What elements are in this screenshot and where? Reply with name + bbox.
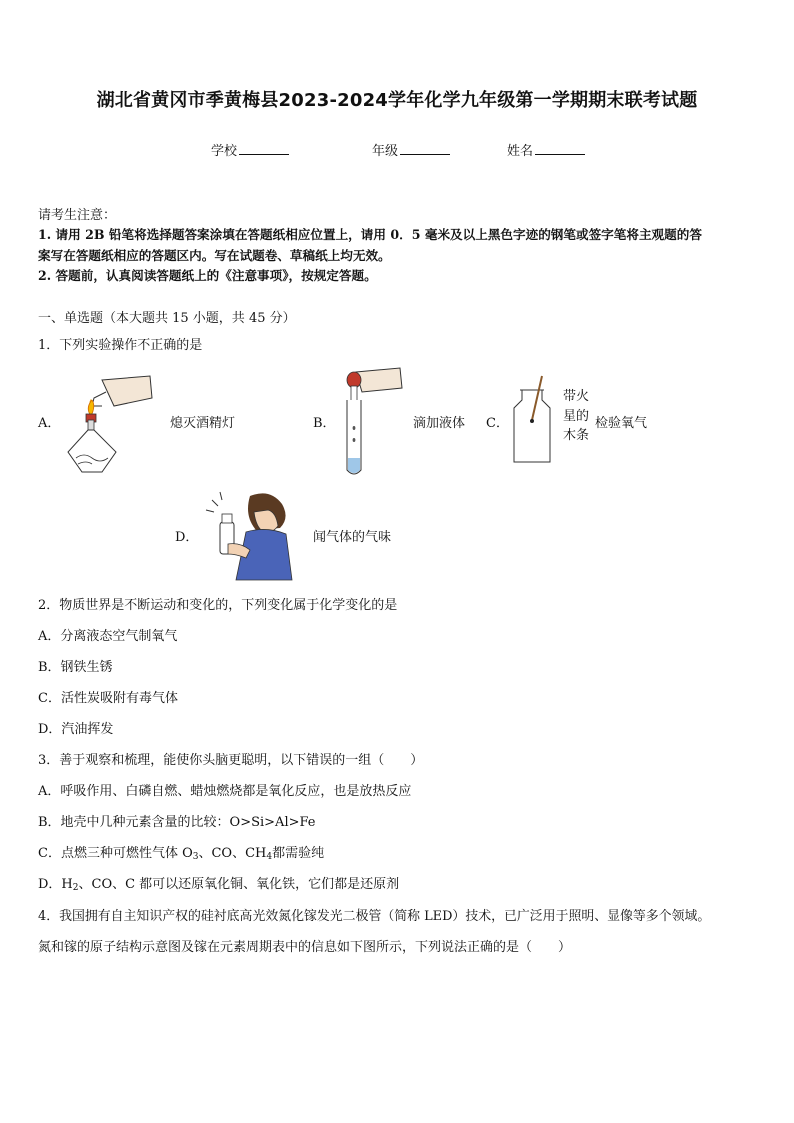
q2-stem: 2．物质世界是不断运动和变化的，下列变化属于化学变化的是: [38, 598, 398, 613]
q1-option-a-caption: 熄灭酒精灯: [170, 416, 236, 431]
q3-option-c-prefix: C．点燃三种可燃性气体 O: [38, 846, 193, 861]
q3-option-b: B．地壳中几种元素含量的比较：O>Si>Al>Fe: [38, 815, 316, 830]
alcohol-lamp-figure: [62, 372, 162, 482]
exam-title: 湖北省黄冈市季黄梅县2023-2024学年化学九年级第一学期期末联考试题: [96, 90, 698, 111]
q3-option-d-sub1: 2: [72, 883, 79, 893]
grade-blank[interactable]: [400, 142, 450, 155]
name-field: [507, 140, 585, 159]
q3-option-c-sub1: 3: [192, 852, 199, 862]
q1-option-d-letter: D．: [175, 530, 199, 545]
notice-heading: 请考生注意：: [38, 208, 117, 223]
notice-line-2: 2. 答题前，认真阅读答题纸上的《注意事项》，按规定答题。: [38, 268, 377, 283]
q1-option-b-letter: B．: [313, 416, 336, 431]
gas-bottle-figure: [510, 374, 556, 464]
splint-label-1: 带火: [563, 389, 590, 404]
q3-option-a: A．呼吸作用、白磷自燃、蜡烛燃烧都是氧化反应，也是放热反应: [38, 784, 412, 799]
notice-line-1b: 案写在答题纸相应的答题区内。写在试题卷、草稿纸上均无效。: [38, 248, 391, 263]
q1-option-a-letter: A．: [38, 416, 61, 431]
q3-option-c-suffix: 都需验纯: [272, 846, 325, 861]
notice-line-1a: 1. 请用 2B 铅笔将选择题答案涂填在答题纸相应位置上，请用 0．5 毫米及以上黑色字迹的钢笔或签字笔将主观题的答: [38, 227, 702, 242]
q1-option-b-caption: 滴加液体: [413, 416, 466, 431]
q2-option-c: C．活性炭吸附有毒气体: [38, 691, 178, 706]
dropper-test-tube-figure: [338, 366, 408, 478]
school-field: [211, 140, 289, 159]
q3-option-c-sub2: 4: [266, 852, 273, 862]
splint-label-2: 星的: [563, 409, 590, 424]
grade-label: 年级: [372, 144, 399, 159]
q1-option-d-caption: 闻气体的气味: [313, 530, 392, 545]
section-heading: 一、单选题（本大题共 15 小题，共 45 分）: [38, 311, 296, 326]
q3-option-d-prefix: D．H: [38, 877, 73, 892]
q1-stem: 1．下列实验操作不正确的是: [38, 338, 203, 353]
smelling-gas-figure: [200, 486, 296, 582]
q1-option-c-letter: C．: [486, 416, 509, 431]
q3-option-d: [38, 873, 399, 893]
school-blank[interactable]: [239, 142, 289, 155]
q4-stem-line-1: 4．我国拥有自主知识产权的硅衬底高光效氮化镓发光二极管（简称 LED）技术，已广泛用于照明、显像等多个领域。: [38, 909, 711, 924]
q4-stem-line-2: 氮和镓的原子结构示意图及镓在元素周期表中的信息如下图所示，下列说法正确的是（ ）: [38, 940, 572, 955]
q2-option-a: A．分离液态空气制氧气: [38, 629, 178, 644]
school-label: 学校: [211, 144, 238, 159]
q3-stem: 3．善于观察和梳理，能使你头脑更聪明，以下错误的一组（ ）: [38, 753, 424, 768]
q3-option-c: [38, 842, 324, 862]
name-blank[interactable]: [535, 142, 585, 155]
q3-option-c-mid: 、CO、CH: [198, 846, 267, 861]
q2-option-b: B．钢铁生锈: [38, 660, 113, 675]
splint-label-3: 木条: [563, 428, 590, 443]
name-label: 姓名: [507, 144, 534, 159]
q3-option-d-suffix: 、CO、C 都可以还原氧化铜、氧化铁，它们都是还原剂: [78, 877, 400, 892]
q2-option-d: D．汽油挥发: [38, 722, 114, 737]
q1-option-c-caption: 检验氧气: [595, 416, 648, 431]
grade-field: [372, 140, 450, 159]
